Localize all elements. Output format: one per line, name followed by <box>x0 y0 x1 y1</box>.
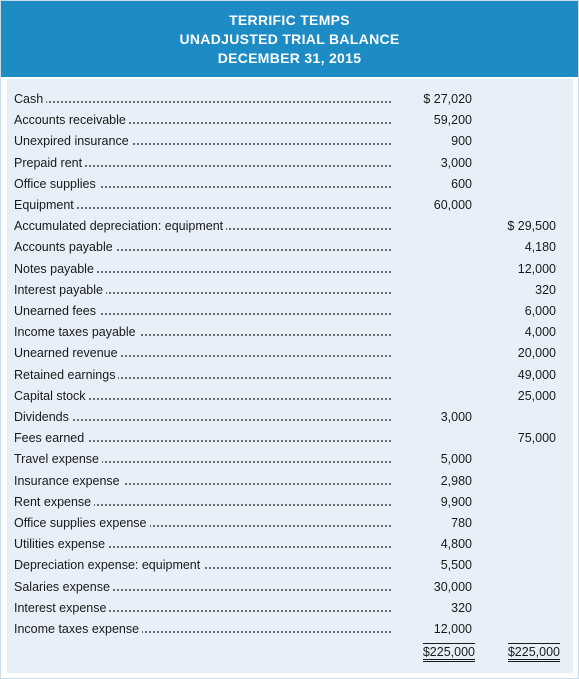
credit-total <box>498 643 560 662</box>
account-name: Cash <box>14 92 46 106</box>
account-name: Depreciation expense: equipment <box>14 558 203 572</box>
account-name: Retained earnings <box>14 368 118 382</box>
account-row <box>14 385 560 405</box>
account-row <box>14 597 560 617</box>
account-name: Insurance expense <box>14 474 123 488</box>
account-name: Accounts receivable <box>14 113 129 127</box>
account-row <box>14 448 560 468</box>
debit-amount: 3,000 <box>440 155 472 170</box>
account-row <box>14 152 560 172</box>
account-row <box>14 618 560 638</box>
account-name: Interest expense <box>14 601 109 615</box>
debit-amount: 780 <box>451 516 472 530</box>
account-row <box>14 194 560 214</box>
debit-amount: 9,900 <box>440 494 472 509</box>
statement-header <box>1 1 578 77</box>
credit-total-amount: $225,000 <box>508 643 560 662</box>
account-name: Fees earned <box>14 431 87 445</box>
account-name: Interest payable <box>14 283 106 297</box>
account-name: Unexpired insurance <box>14 134 132 148</box>
debit-total <box>413 643 475 662</box>
account-name-cell <box>14 325 391 339</box>
account-name-cell <box>14 304 391 318</box>
account-name-cell <box>14 177 391 191</box>
account-name-cell <box>14 558 391 572</box>
debit-amount: 59,200 <box>433 113 472 128</box>
account-name-cell <box>14 537 391 551</box>
debit-amount: 30,000 <box>433 579 472 594</box>
credit-amount: 25,000 <box>517 388 556 403</box>
credit-amount: 320 <box>535 282 556 297</box>
account-name-cell <box>14 580 391 594</box>
account-name: Unearned revenue <box>14 346 121 360</box>
account-row <box>14 88 560 108</box>
account-name-cell <box>14 156 391 170</box>
credit-amount: 6,000 <box>524 304 556 318</box>
dot-leader <box>14 101 391 103</box>
account-name-cell <box>14 474 391 488</box>
account-name: Office supplies <box>14 177 99 191</box>
account-name: Income taxes payable <box>14 325 139 339</box>
account-row <box>14 321 560 341</box>
debit-amount: 320 <box>451 600 472 615</box>
account-row <box>14 512 560 532</box>
debit-total-amount: $225,000 <box>423 643 475 662</box>
account-name-cell <box>14 283 391 297</box>
account-name-cell <box>14 516 391 530</box>
debit-amount: 12,000 <box>433 622 472 636</box>
account-name-cell <box>14 240 391 254</box>
account-row <box>14 300 560 320</box>
company-name: TERRIFIC TEMPS <box>229 11 350 28</box>
account-name-cell <box>14 622 391 636</box>
account-row <box>14 470 560 490</box>
debit-amount: 3,000 <box>440 410 472 424</box>
account-name: Accumulated depreciation: equipment <box>14 219 226 233</box>
account-name-cell <box>14 346 391 360</box>
account-row <box>14 109 560 129</box>
account-name: Notes payable <box>14 262 97 276</box>
account-name: Equipment <box>14 198 77 212</box>
account-row <box>14 258 560 278</box>
account-name: Unearned fees <box>14 304 99 318</box>
debit-amount: 5,500 <box>440 558 472 573</box>
account-name-cell <box>14 601 391 615</box>
account-row <box>14 554 560 574</box>
debit-amount: 2,980 <box>440 473 472 488</box>
debit-amount: 5,000 <box>440 452 472 467</box>
statement-date: DECEMBER 31, 2015 <box>217 49 362 66</box>
account-name: Utilities expense <box>14 537 108 551</box>
account-name: Salaries expense <box>14 580 113 594</box>
account-name: Rent expense <box>14 495 94 509</box>
statement-title: UNADJUSTED TRIAL BALANCE <box>179 30 400 47</box>
account-row <box>14 279 560 299</box>
account-name-cell <box>14 368 391 382</box>
account-row <box>14 364 560 384</box>
account-name-cell <box>14 262 391 276</box>
account-row <box>14 173 560 193</box>
account-row <box>14 215 560 235</box>
account-name-cell <box>14 134 391 148</box>
credit-amount: 12,000 <box>517 261 556 276</box>
account-row <box>14 406 560 426</box>
credit-amount: $ 29,500 <box>507 219 556 234</box>
account-name-cell <box>14 92 391 106</box>
account-name: Income taxes expense <box>14 622 142 636</box>
account-row <box>14 236 560 256</box>
credit-amount: 4,180 <box>524 240 556 255</box>
account-row <box>14 130 560 150</box>
account-row <box>14 427 560 447</box>
account-row <box>14 342 560 362</box>
account-name-cell <box>14 431 391 445</box>
debit-amount: 60,000 <box>433 198 472 212</box>
account-name-cell <box>14 198 391 212</box>
account-row <box>14 576 560 596</box>
credit-amount: 4,000 <box>524 325 556 340</box>
debit-amount: 600 <box>451 176 472 191</box>
credit-amount: 75,000 <box>517 431 556 446</box>
account-name: Travel expense <box>14 452 102 466</box>
account-name-cell <box>14 410 391 424</box>
debit-amount: 4,800 <box>440 537 472 552</box>
credit-amount: 20,000 <box>517 346 556 361</box>
credit-amount: 49,000 <box>517 367 556 382</box>
account-name: Accounts payable <box>14 240 116 254</box>
account-name-cell <box>14 113 391 127</box>
account-row <box>14 491 560 511</box>
debit-amount: $ 27,020 <box>423 92 472 106</box>
account-name: Capital stock <box>14 389 89 403</box>
account-name: Office supplies expense <box>14 516 150 530</box>
account-name: Prepaid rent <box>14 156 85 170</box>
account-row <box>14 533 560 553</box>
account-name-cell <box>14 452 391 466</box>
account-name: Dividends <box>14 410 72 424</box>
account-name-cell <box>14 389 391 403</box>
debit-amount: 900 <box>451 134 472 149</box>
account-name-cell <box>14 219 391 233</box>
account-name-cell <box>14 495 391 509</box>
